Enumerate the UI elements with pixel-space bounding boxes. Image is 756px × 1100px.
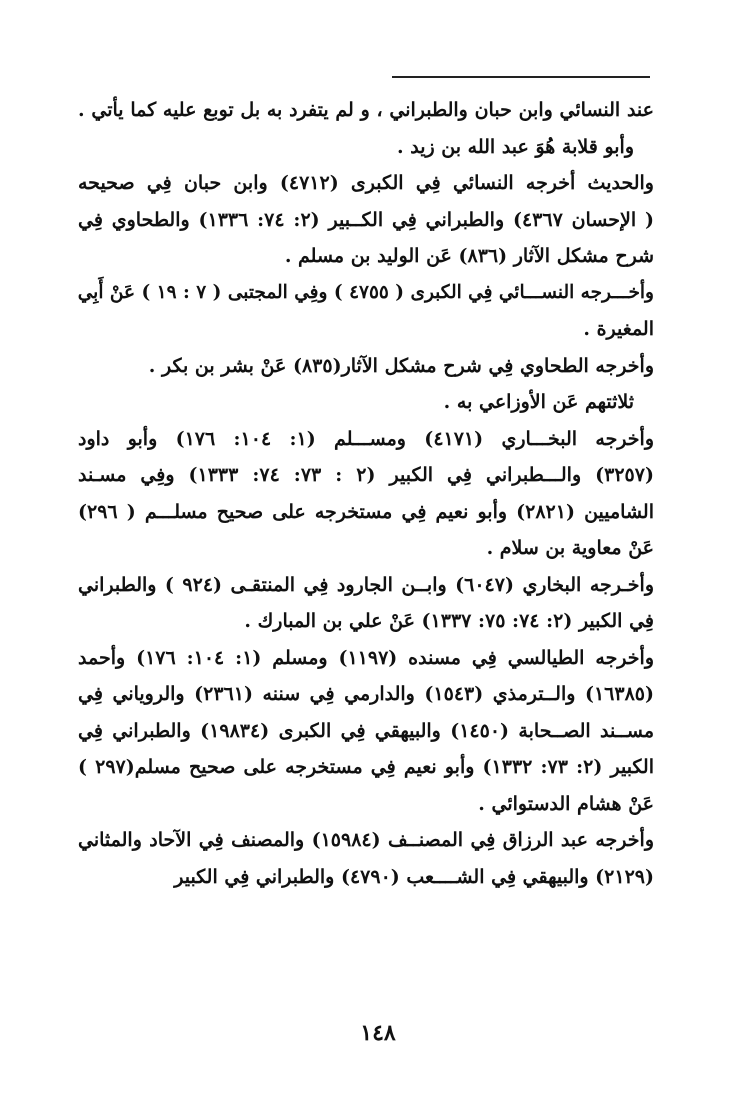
text-line: شرح مشكل الآثار (٨٣٦) عَن الوليد بن مسلم . (284, 245, 654, 267)
text-line: فِي الكبير (٢: ٧٤: ٧٥: ١٣٣٧) عَنْ علي بن المبارك . (244, 610, 654, 632)
text-line: (١٦٣٨٥) والــترمذي (١٥٤٣) والدارمي فِي سننه (٢٣٦١) والروياني فِي (78, 683, 654, 705)
footnote-text-block (78, 92, 654, 895)
text-line: مســند الصــحابة (١٤٥٠) والبيهقي فِي الكبرى (١٩٨٣٤) والطبراني فِي (78, 719, 654, 742)
text-line: ثلاثتهم عَن الأوزاعي به . (443, 391, 634, 413)
text-line: (٢١٢٩) والبيهقي فِي الشــــعب (٤٧٩٠) والطبراني فِي الكبير (174, 865, 654, 888)
text-line: (٣٢٥٧) والـــطبراني فِي الكبير (٢ : ٧٣: ٧٤: ١٣٣٣) وفِي مسـند (78, 464, 654, 486)
footnote-separator-rule (392, 76, 650, 78)
text-line: عَنْ هشام الدستوائي . (478, 792, 654, 815)
text-line: الشاميين (٢٨٢١) وأبو نعيم فِي مستخرجه على صحيح مسلـــم ( ٢٩٦) (78, 500, 654, 523)
text-line: عَنْ معاوية بن سلام . (486, 537, 654, 559)
text-line: المغيرة . (583, 318, 654, 340)
text-line: وأخرجه البخـــاري (٤١٧١) ومســـلم (١: ١٠٤: ١٧٦) وأبو داود (78, 427, 654, 450)
text-line: والحديث أخرجه النسائي فِي الكبرى (٤٧١٢) وابن حبان فِي صحيحه (78, 172, 654, 194)
text-line: وأخـــرجه النســـائي فِي الكبرى ( ٤٧٥٥ ) وفِي المجتبى ( ٧ : ١٩ ) عَنْ أَبِي (78, 281, 654, 303)
page-number: ١٤٨ (360, 1020, 396, 1046)
text-line: وأخـرجه البخاري (٦٠٤٧) وابــن الجارود فِي المنتقـى (٩٢٤ ) والطبراني (78, 573, 654, 596)
text-line: ( الإحسان ٤٣٦٧) والطبراني فِي الكــبير (٢: ٧٤: ١٣٣٦) والطحاوي فِي (78, 208, 654, 231)
text-line: وأخرجه الطيالسي فِي مسنده (١١٩٧) ومسلم (١: ١٠٤: ١٧٦) وأحمد (78, 646, 654, 669)
text-line: عند النسائي وابن حبان والطبراني ، و لم يتفرد به بل توبع عليه كما يأتي . (78, 99, 654, 121)
text-line: وأخرجه عبد الرزاق فِي المصنــف (١٥٩٨٤) والمصنف فِي الآحاد والمثاني (78, 829, 654, 851)
text-line: وأخرجه الطحاوي فِي شرح مشكل الآثار(٨٣٥) عَنْ بشر بن بكر . (148, 354, 654, 377)
text-line: وأبو قلابة هُوَ عبد الله بن زيد . (397, 135, 634, 158)
text-line: الكبير (٢: ٧٣: ١٣٣٢) وأبو نعيم فِي مستخرجه على صحيح مسلم(٢٩٧ ) (78, 756, 654, 778)
